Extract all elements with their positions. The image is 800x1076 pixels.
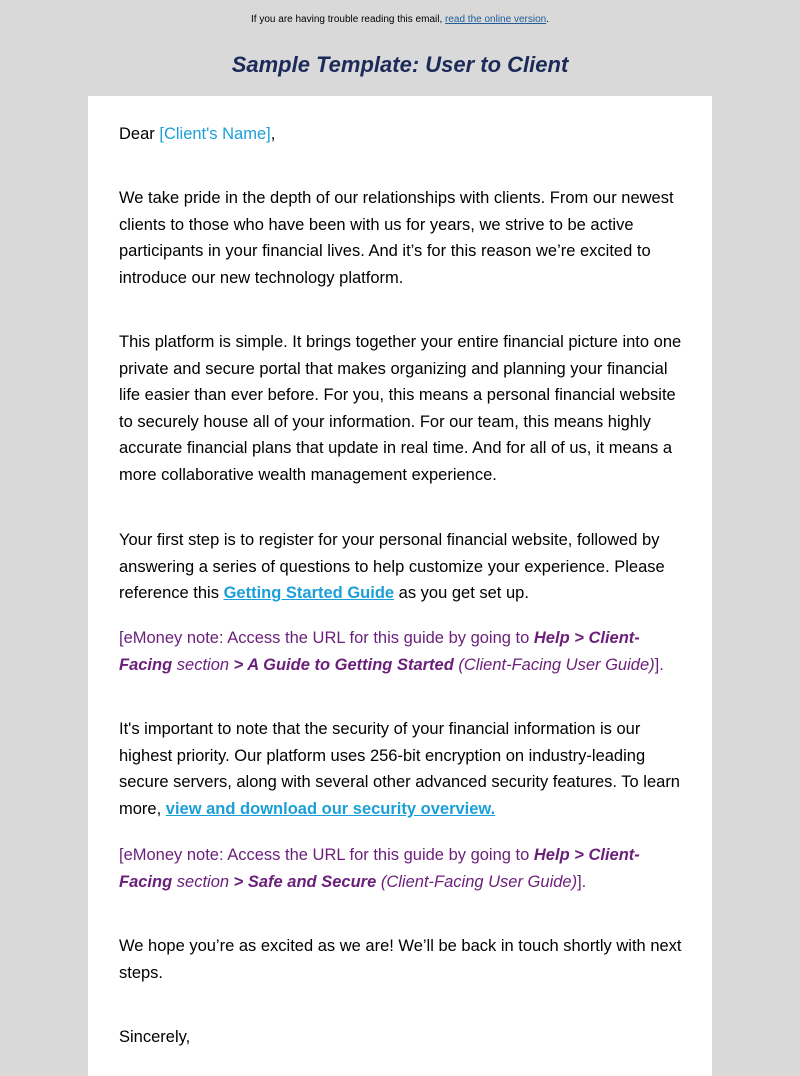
note-path: Help > Client-Facing <box>119 629 640 674</box>
note-section: section <box>172 872 230 891</box>
emoney-note-getting-started <box>119 625 691 678</box>
sign-off: Sincerely, <box>119 1028 191 1046</box>
first-step-text: Your first step is to register for your personal financial website, followed by answering a series of questions to help customize your experience. Please reference this <box>119 531 665 603</box>
emoney-note-security <box>119 842 691 895</box>
security-overview-link[interactable]: view and download our security overview. <box>165 799 496 818</box>
paragraph-closing: We hope you’re as excited as we are! We’ll be back in touch shortly with next steps. <box>119 937 682 982</box>
preheader-text: If you are having trouble reading this email, <box>251 14 446 25</box>
preheader <box>0 14 800 25</box>
first-step-text-end: as you get set up. <box>394 584 529 603</box>
paragraph-intro: We take pride in the depth of our relationships with clients. From our newest clients to those who have been with us for years, we strive to be active participants in your financial lives. And it’s for this reason we’re excited to introduce our new technology platform. <box>119 189 674 287</box>
note-end: ]. <box>654 655 664 674</box>
greeting-suffix: , <box>270 125 276 143</box>
getting-started-guide-link[interactable]: Getting Started Guide <box>223 584 395 603</box>
note-guide-type: (Client-Facing User Guide) <box>453 655 655 674</box>
note-section: section <box>172 655 230 674</box>
note-guide-type: (Client-Facing User Guide) <box>376 872 578 891</box>
note-path: Help > Client-Facing <box>119 846 640 891</box>
greeting <box>119 121 691 148</box>
paragraph-first-step <box>119 527 691 607</box>
greeting-prefix: Dear <box>119 125 160 143</box>
email-body-card <box>88 96 712 1076</box>
online-version-link[interactable]: read the online version <box>445 14 547 25</box>
note-text: [eMoney note: Access the URL for this guide by going to <box>119 629 534 647</box>
note-guide-name: > Safe and Secure <box>229 872 377 891</box>
email-title: Sample Template: User to Client <box>231 52 569 77</box>
paragraph-security <box>119 716 691 822</box>
client-name-placeholder: [Client's Name] <box>159 125 271 143</box>
security-text: It's important to note that the security of your financial information is our highest priority. Our platform uses 256-bit encryption on industry-leading secure servers, along with several other advanced security features. To learn more, <box>119 720 680 818</box>
note-end: ]. <box>577 872 587 891</box>
preheader-end: . <box>546 14 549 25</box>
paragraph-platform: This platform is simple. It brings together your entire financial picture into one private and secure portal that makes organizing and planning your financial life easier than ever before. For you, this means a personal financial website to securely house all of your information. For our team, this means highly accurate financial plans that update in real time. And for all of us, it means a more collaborative wealth management experience. <box>119 333 682 484</box>
note-guide-name: > A Guide to Getting Started <box>229 655 454 674</box>
note-text: [eMoney note: Access the URL for this guide by going to <box>119 846 534 864</box>
